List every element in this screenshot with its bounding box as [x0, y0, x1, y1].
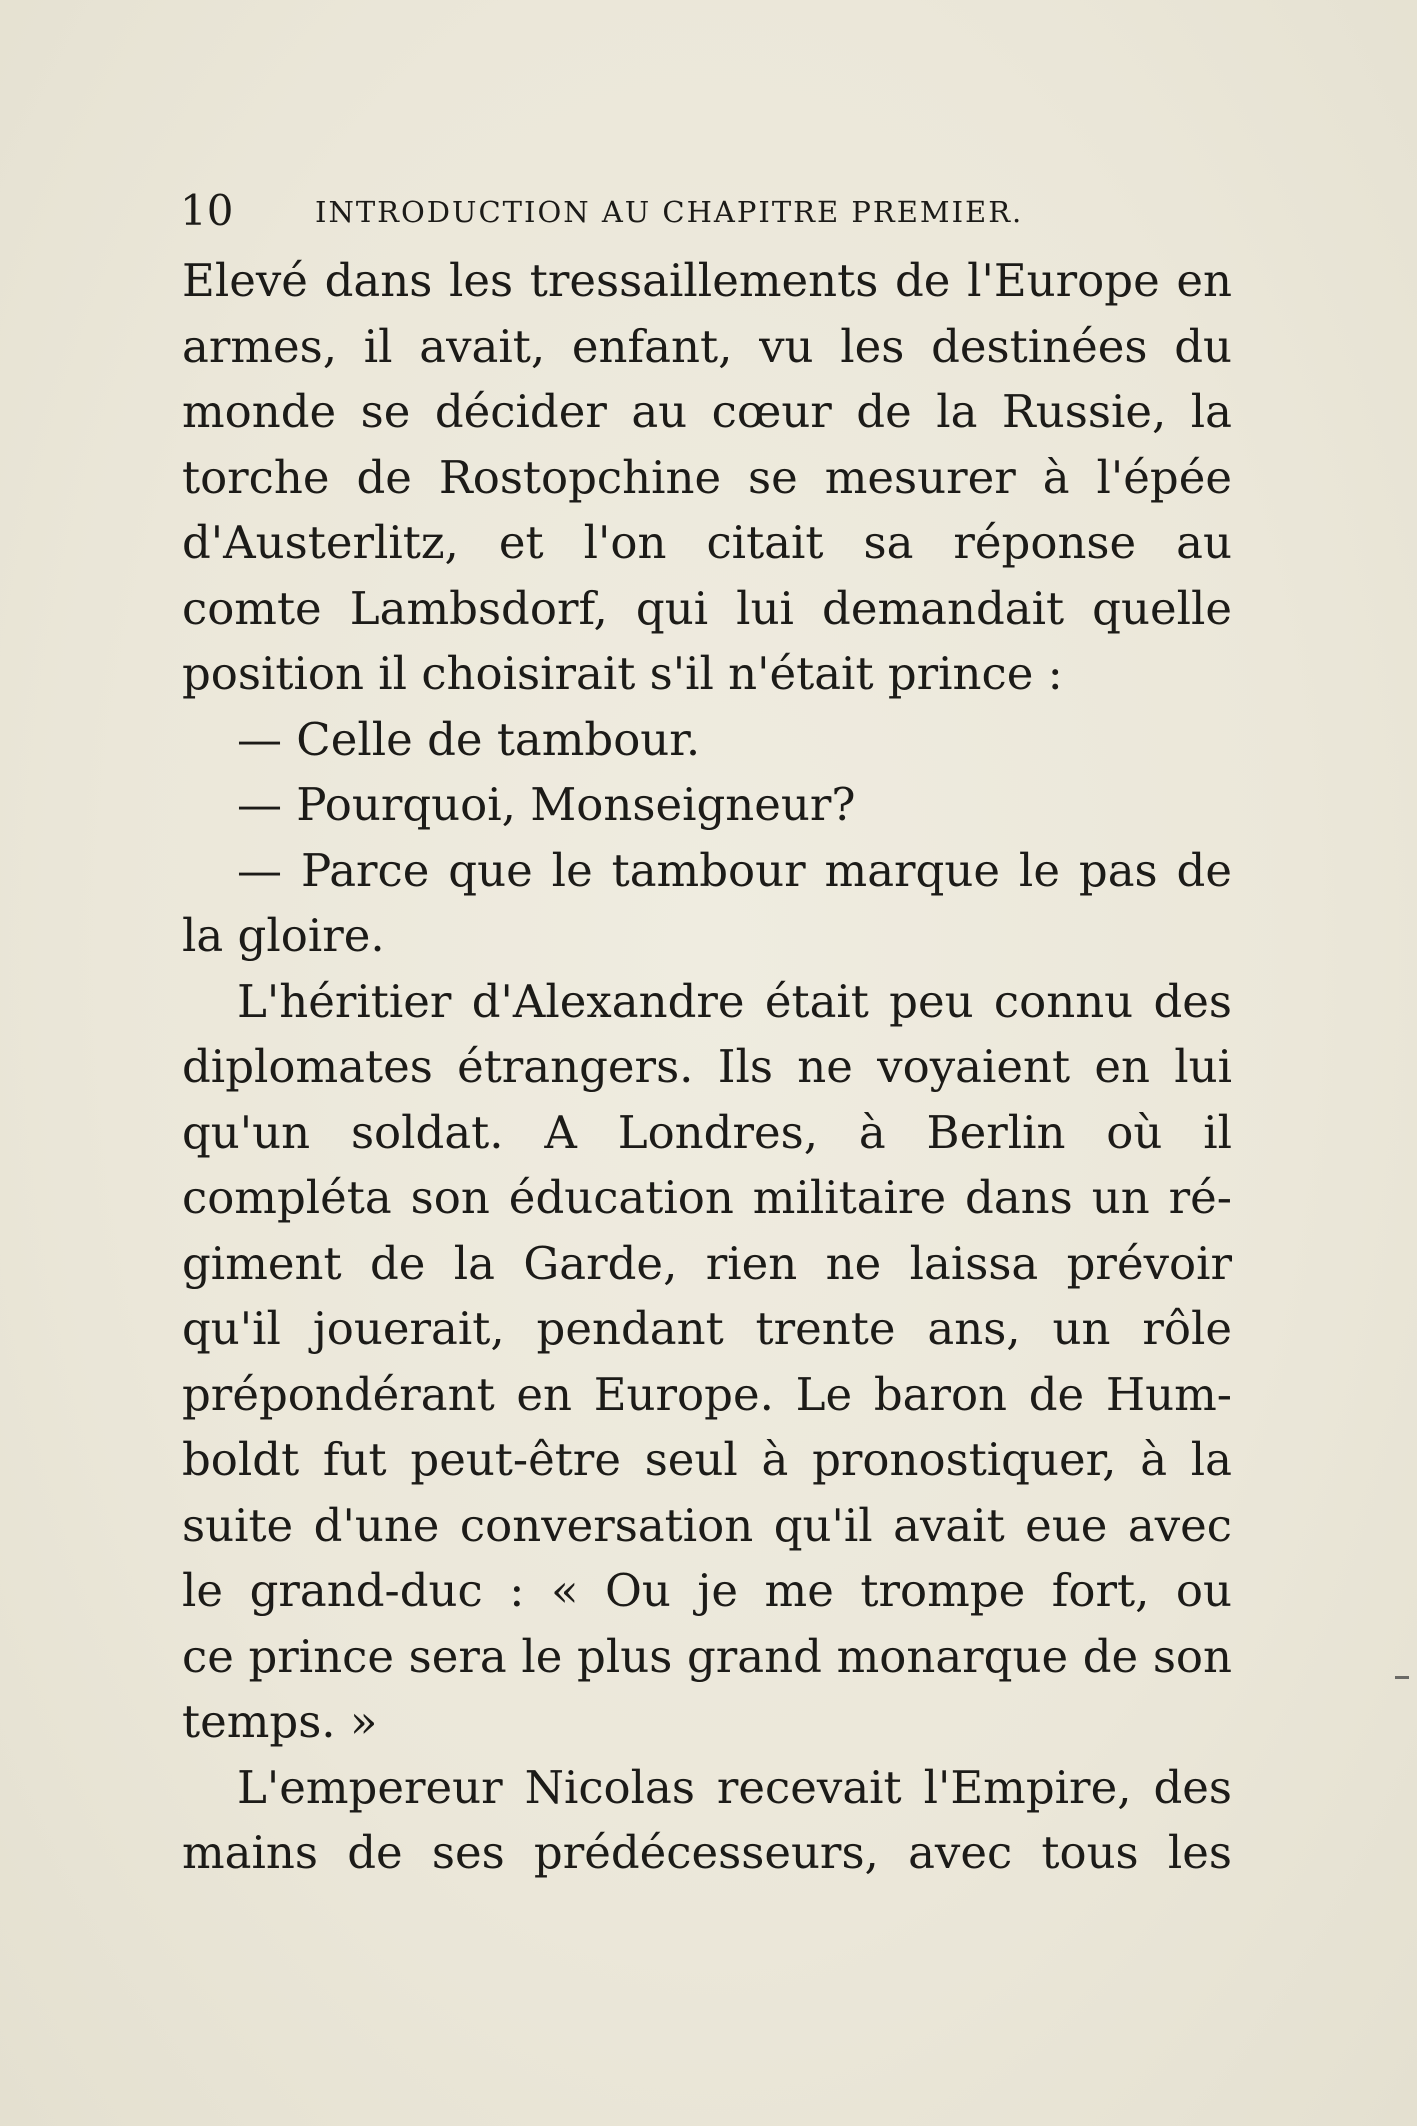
text-line: giment de la Garde, rien ne laissa prévoir: [182, 1236, 1232, 1290]
text-line: comte Lambsdorf, qui lui demandait quelle: [182, 581, 1232, 635]
text-line: qu'un soldat. A Londres, à Berlin où il: [182, 1105, 1232, 1159]
text-line: torche de Rostopchine se mesurer à l'épée: [182, 450, 1232, 504]
body-text: [182, 248, 1232, 1886]
page-number: 10: [180, 186, 234, 235]
text-line: la gloire.: [182, 909, 385, 962]
dialogue-line: — Pourquoi, Monseigneur?: [237, 778, 856, 831]
paragraph-start-line: L'empereur Nicolas recevait l'Empire, des: [237, 1760, 1232, 1814]
dialogue-line: — Parce que le tambour marque le pas de: [237, 843, 1232, 897]
text-line: d'Austerlitz, et l'on citait sa réponse au: [182, 516, 1232, 569]
text-line: compléta son éducation militaire dans un ré-: [182, 1171, 1232, 1224]
paragraph-start-line: L'héritier d'Alexandre était peu connu des: [237, 974, 1232, 1028]
text-line: monde se décider au cœur de la Russie, la: [182, 385, 1232, 438]
text-line: position il choisirait s'il n'était prince :: [182, 647, 1063, 700]
text-line: boldt fut peut-être seul à pronostiquer, à la: [182, 1433, 1232, 1486]
text-line: prépondérant en Europe. Le baron de Hum-: [182, 1367, 1232, 1421]
text-line: temps. »: [182, 1695, 378, 1748]
text-line: ce prince sera le plus grand monarque de son: [182, 1629, 1232, 1683]
text-line: qu'il jouerait, pendant trente ans, un rôle: [182, 1302, 1232, 1355]
margin-mark: [1395, 1676, 1409, 1679]
text-line: diplomates étrangers. Ils ne voyaient en lui: [182, 1040, 1232, 1093]
page-header: [180, 180, 1240, 240]
text-line: Elevé dans les tressaillements de l'Europe en: [182, 254, 1232, 307]
dialogue-line: — Celle de tambour.: [237, 712, 701, 766]
running-title: INTRODUCTION AU CHAPITRE PREMIER.: [315, 195, 1024, 229]
text-line: suite d'une conversation qu'il avait eue avec: [182, 1498, 1232, 1552]
text-line: le grand-duc : « Ou je me trompe fort, ou: [182, 1564, 1232, 1617]
text-line: armes, il avait, enfant, vu les destinées du: [182, 319, 1232, 373]
text-line: mains de ses prédécesseurs, avec tous les: [182, 1826, 1232, 1879]
